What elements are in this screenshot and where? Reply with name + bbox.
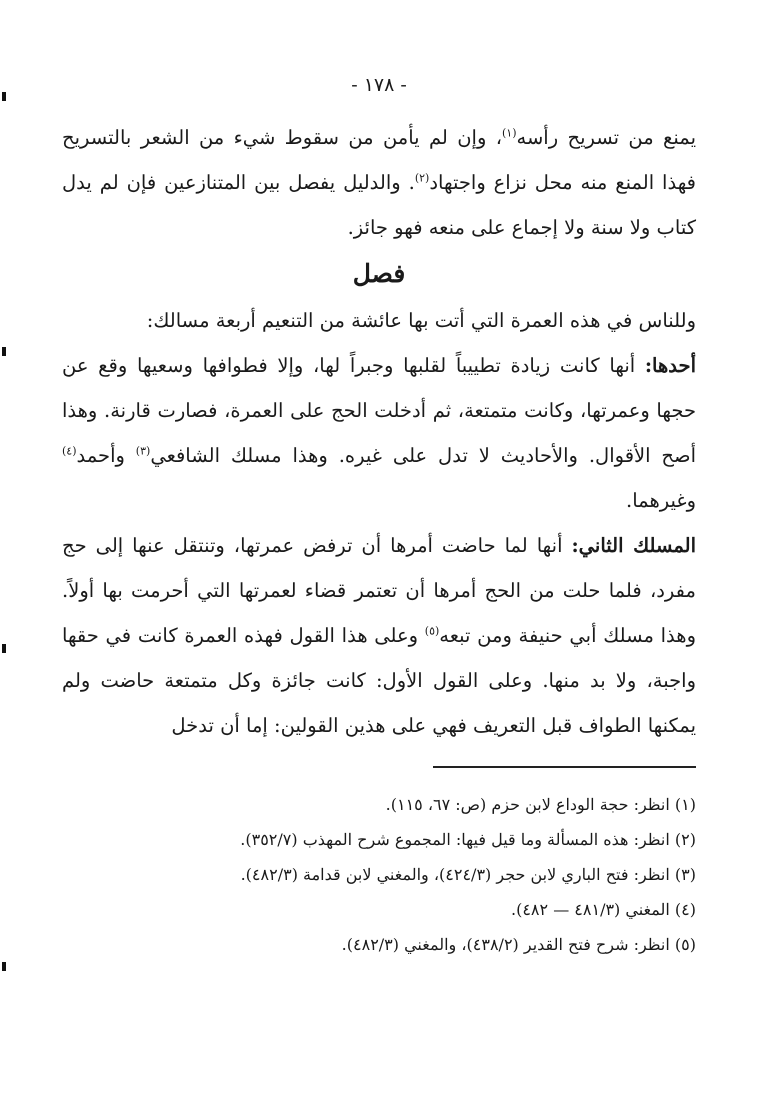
footnote: (٥) انظر: شرح فتح القدير (٤٣٨/٢)، والمغني (٤٨٢/٣). <box>341 935 696 954</box>
margin-mark <box>2 644 6 653</box>
paragraph-second-path <box>62 523 696 748</box>
text-segment: ، وإن لم يأمن من سقوط شيء من الشعر بالتسريح فهذا المنع منه محل نزاع واجتهاد <box>62 126 697 194</box>
lead-term: أحدها: <box>644 354 696 377</box>
section-heading: فصل <box>352 259 406 288</box>
footnote-ref: (٤) <box>62 444 77 458</box>
text-segment: وأحمد <box>76 444 136 467</box>
footnote-ref: (٣) <box>135 444 151 458</box>
text-segment: وغيرهما. <box>626 489 696 512</box>
paragraph-first-path <box>62 343 696 523</box>
text-segment: يمنع من تسريح رأسه <box>516 126 697 149</box>
footnote-divider <box>433 766 696 768</box>
text-segment: أنها كانت زيادة تطييباً لقلبها وجبراً لها، وإلا فطوافها وسعيها وقع عن حجها وعمرتها، وكانت متمتعة، ثم أدخلت الحج على العمرة، فصارت قارنة. وهذا أصح الأقوال. والأحاديث لا تدل على غيره. وهذا مسلك الشافعي <box>62 354 696 467</box>
margin-mark <box>2 962 6 971</box>
footnote: (٣) انظر: فتح الباري لابن حجر (٤٢٤/٣)، والمغني لابن قدامة (٤٨٢/٣). <box>240 865 696 884</box>
footnote: (٤) المغني (٤٨١/٣ — ٤٨٢). <box>511 900 696 919</box>
margin-mark <box>2 347 6 356</box>
main-text <box>62 115 696 748</box>
footnote-ref: (١) <box>502 126 517 140</box>
text-segment: . والدليل يفصل بين المتنازعين فإن لم يدل كتاب ولا سنة ولا إجماع على منعه فهو جائز. <box>62 171 696 239</box>
paragraph-continuation <box>62 115 696 250</box>
paragraph-intro: وللناس في هذه العمرة التي أتت بها عائشة من التنعيم أربعة مسالك: <box>146 309 696 332</box>
footnotes <box>62 787 696 962</box>
lead-term: المسلك الثاني: <box>571 534 696 557</box>
footnote-ref: (٥) <box>424 624 440 638</box>
page-number: - ١٧٨ - <box>351 74 407 96</box>
text-segment: وعلى هذا القول فهذه العمرة كانت في حقها واجبة، ولا بد منها. وعلى القول الأول: كانت جائزة وكل متمتعة حاضت ولم يمكنها الطواف قبل التعريف فهي على هذين القولين: إما أن تدخل <box>62 624 696 737</box>
footnote: (٢) انظر: هذه المسألة وما قيل فيها: المجموع شرح المهذب (٣٥٢/٧). <box>240 830 696 849</box>
footnote: (١) انظر: حجة الوداع لابن حزم (ص: ٦٧، ١١٥). <box>385 795 696 814</box>
footnote-ref: (٢) <box>414 171 430 185</box>
text-segment: أنها لما حاضت أمرها أن ترفض عمرتها، وتنتقل عنها إلى حج مفرد، فلما حلت من الحج أمرها أن تعتمر قضاء لعمرتها التي أحرمت بها أولاً. وهذا مسلك أبي حنيفة ومن تبعه <box>62 534 696 647</box>
